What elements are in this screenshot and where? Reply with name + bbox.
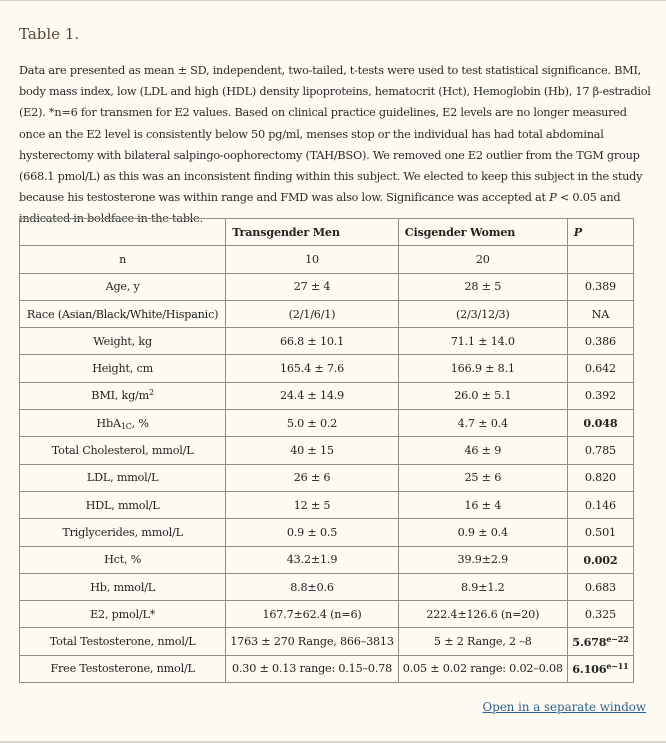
- p-value-text: 0.820: [584, 471, 616, 485]
- table-row: [20, 328, 634, 355]
- table-header-row: [20, 219, 634, 246]
- row-label-text: LDL, mmol/L: [86, 471, 159, 485]
- table-row: [20, 410, 634, 437]
- row-label-text: BMI, kg/m: [91, 389, 150, 403]
- p-value-text: 0.386: [584, 334, 616, 348]
- transgender-men-value: [226, 601, 399, 628]
- row-label: [20, 491, 226, 518]
- cisgender-women-value: [398, 300, 567, 327]
- cisgender-women-value-text: 16 ± 4: [464, 498, 502, 512]
- p-value: [567, 328, 633, 355]
- p-value: [567, 382, 633, 409]
- cisgender-women-value-text: (2/3/12/3): [455, 307, 510, 321]
- transgender-men-value-text: 5.0 ± 0.2: [286, 416, 338, 430]
- row-label-text: E2, pmol/L*: [90, 607, 156, 621]
- cisgender-women-value-text: 5 ± 2 Range, 2 –8: [433, 635, 532, 649]
- transgender-men-value-text: 12 ± 5: [293, 498, 331, 512]
- transgender-men-value: [226, 355, 399, 382]
- cisgender-women-value: [398, 437, 567, 464]
- transgender-men-value: [226, 573, 399, 600]
- cisgender-women-value: [398, 464, 567, 491]
- row-label-text: Total Cholesterol, mmol/L: [51, 444, 194, 458]
- p-value-text: 0.389: [584, 280, 616, 294]
- table-body: [20, 246, 634, 683]
- data-table: [19, 218, 634, 683]
- header-empty: [20, 219, 226, 246]
- row-label-text: Free Testosterone, nmol/L: [50, 662, 195, 676]
- transgender-men-value-text: 0.9 ± 0.5: [286, 525, 338, 539]
- row-label: [20, 628, 226, 655]
- p-value: [567, 491, 633, 518]
- transgender-men-value-text: 167.7±62.4 (n=6): [262, 607, 362, 621]
- caption-text: Data are presented as mean ± SD, independent, two-tailed, t-tests were used to test statistical significance. BMI, body mass index, low (LDL and high (HDL) density lipoproteins, hematocrit (Hct), Hemoglobin (Hb), 17 β-estradiol (E2). *n=6 for transmen for E2 values. Based on clinical practice guidelines, E2 levels are no longer measured once an the E2 level is consistently below 50 pg/ml, menses stop or the individual has had total abdominal hysterectomy with bilateral salpingo-oophorectomy (TAH/BSO). We removed one E2 outlier from the TGM group (668.1 pmol/L) as this was an inconsistent finding within this subject. We elected to keep this subject in the study because his testosterone was within range and FMD was also low. Significance was accepted at: [19, 64, 651, 205]
- cisgender-women-value-text: 222.4±126.6 (n=20): [426, 607, 540, 621]
- row-label-text: HDL, mmol/L: [85, 498, 160, 512]
- cisgender-women-value-text: 25 ± 6: [464, 471, 502, 485]
- row-label: [20, 601, 226, 628]
- transgender-men-value-text: 26 ± 6: [293, 471, 331, 485]
- row-label-text: n: [119, 252, 127, 266]
- cisgender-women-value: [398, 655, 567, 682]
- table-row: [20, 519, 634, 546]
- row-label: [20, 355, 226, 382]
- label-superscript: 2: [149, 388, 154, 398]
- table-row: [20, 655, 634, 682]
- row-label: [20, 655, 226, 682]
- p-value: [567, 464, 633, 491]
- cisgender-women-value: [398, 546, 567, 573]
- row-label: [20, 546, 226, 573]
- transgender-men-value-text: 24.4 ± 14.9: [279, 389, 345, 403]
- table-row: [20, 464, 634, 491]
- table-row: [20, 573, 634, 600]
- table-row: [20, 546, 634, 573]
- transgender-men-value: [226, 273, 399, 300]
- table-row: [20, 601, 634, 628]
- cisgender-women-value: [398, 491, 567, 518]
- table-row: [20, 246, 634, 273]
- p-value: [567, 300, 633, 327]
- p-value-text: 0.785: [584, 444, 616, 458]
- row-label: [20, 328, 226, 355]
- row-label-text: Hct, %: [104, 553, 142, 567]
- transgender-men-value: [226, 655, 399, 682]
- transgender-men-value: [226, 382, 399, 409]
- p-value-text: 0.002: [583, 552, 618, 567]
- label-subscript: 1C: [120, 421, 132, 431]
- row-label: [20, 573, 226, 600]
- transgender-men-value-text: 66.8 ± 10.1: [279, 334, 345, 348]
- row-label: [20, 410, 226, 437]
- row-label-text: Hb, mmol/L: [90, 580, 155, 594]
- p-value: [567, 628, 633, 655]
- p-value-text: 6.106: [572, 661, 607, 676]
- transgender-men-value-text: 43.2±1.9: [286, 553, 338, 567]
- transgender-men-value: [226, 519, 399, 546]
- cisgender-women-value-text: 39.9±2.9: [457, 553, 509, 567]
- label-suffix: , %: [131, 416, 149, 430]
- row-label-text: Total Testosterone, nmol/L: [49, 635, 196, 649]
- transgender-men-value-text: 8.8±0.6: [290, 580, 334, 594]
- row-label-text: HbA: [96, 416, 121, 430]
- table-row: [20, 491, 634, 518]
- table-row: [20, 300, 634, 327]
- row-label-text: Weight, kg: [93, 334, 152, 348]
- row-label-text: Height, cm: [92, 362, 154, 376]
- row-label-text: Triglycerides, mmol/L: [62, 525, 183, 539]
- transgender-men-value-text: 10: [305, 252, 319, 266]
- cisgender-women-value-text: 0.05 ± 0.02 range: 0.02–0.08: [402, 662, 563, 676]
- cisgender-women-value: [398, 355, 567, 382]
- p-value-text: 0.146: [584, 498, 616, 512]
- p-value-exponent: e−22: [606, 633, 629, 644]
- row-label: [20, 437, 226, 464]
- p-value: [567, 573, 633, 600]
- row-label: [20, 300, 226, 327]
- cisgender-women-value-text: 46 ± 9: [464, 444, 502, 458]
- cisgender-women-value-text: 26.0 ± 5.1: [454, 389, 512, 403]
- row-label: [20, 519, 226, 546]
- cisgender-women-value-text: 71.1 ± 14.0: [450, 334, 515, 348]
- transgender-men-value: [226, 546, 399, 573]
- transgender-men-value-text: 165.4 ± 7.6: [279, 362, 345, 376]
- transgender-men-value: [226, 328, 399, 355]
- table-row: [20, 628, 634, 655]
- p-value: [567, 546, 633, 573]
- cisgender-women-value-text: 4.7 ± 0.4: [457, 416, 508, 430]
- header-transgender-men: Transgender Men: [226, 219, 399, 246]
- cisgender-women-value: [398, 273, 567, 300]
- cisgender-women-value: [398, 573, 567, 600]
- row-label: [20, 246, 226, 273]
- table-row: [20, 273, 634, 300]
- p-value-exponent: e−11: [606, 660, 629, 671]
- p-value-text: NA: [591, 307, 610, 321]
- row-label-text: Age, y: [105, 280, 140, 294]
- p-value-text: 0.048: [583, 416, 618, 431]
- p-value: [567, 246, 633, 273]
- header-p-value: P: [567, 219, 633, 246]
- p-value-text: 0.683: [584, 580, 616, 594]
- p-value: [567, 519, 633, 546]
- open-separate-window-link[interactable]: Open in a separate window: [482, 700, 646, 714]
- p-value-text: 5.678: [572, 634, 607, 649]
- cisgender-women-value: [398, 519, 567, 546]
- cisgender-women-value-text: 8.9±1.2: [461, 580, 505, 594]
- transgender-men-value: [226, 410, 399, 437]
- p-value: [567, 355, 633, 382]
- p-value: [567, 410, 633, 437]
- transgender-men-value-text: 0.30 ± 0.13 range: 0.15–0.78: [232, 662, 393, 676]
- cisgender-women-value-text: 0.9 ± 0.4: [457, 525, 508, 539]
- row-label-text: Race (Asian/Black/White/Hispanic): [26, 307, 219, 321]
- transgender-men-value-text: 1763 ± 270 Range, 866–3813: [230, 635, 394, 649]
- table-title: Table 1.: [19, 25, 80, 43]
- cisgender-women-value: [398, 382, 567, 409]
- table-row: [20, 382, 634, 409]
- cisgender-women-value-text: 166.9 ± 8.1: [450, 362, 515, 376]
- p-value: [567, 273, 633, 300]
- p-value-text: 0.392: [584, 389, 616, 403]
- cisgender-women-value-text: 28 ± 5: [464, 280, 502, 294]
- transgender-men-value: [226, 628, 399, 655]
- cisgender-women-value: [398, 410, 567, 437]
- transgender-men-value-text: 27 ± 4: [293, 280, 331, 294]
- cisgender-women-value-text: 20: [475, 252, 490, 266]
- transgender-men-value: [226, 491, 399, 518]
- transgender-men-value: [226, 300, 399, 327]
- transgender-men-value: [226, 437, 399, 464]
- table-row: [20, 355, 634, 382]
- p-value-text: 0.501: [584, 525, 616, 539]
- cisgender-women-value: [398, 628, 567, 655]
- caption-text-end: < 0.05 and indicated in boldface in the table.: [19, 191, 621, 226]
- transgender-men-value: [226, 246, 399, 273]
- p-value-text: 0.642: [584, 362, 616, 376]
- row-label: [20, 382, 226, 409]
- p-value-text: 0.325: [584, 607, 616, 621]
- row-label: [20, 273, 226, 300]
- transgender-men-value-text: (2/1/6/1): [288, 307, 336, 321]
- cisgender-women-value: [398, 246, 567, 273]
- p-value: [567, 655, 633, 682]
- p-value: [567, 601, 633, 628]
- transgender-men-value: [226, 464, 399, 491]
- cisgender-women-value: [398, 328, 567, 355]
- cisgender-women-value: [398, 601, 567, 628]
- transgender-men-value-text: 40 ± 15: [290, 444, 334, 458]
- table-caption: [19, 60, 655, 230]
- p-value: [567, 437, 633, 464]
- caption-p-symbol: P: [549, 191, 557, 205]
- header-cisgender-women: Cisgender Women: [398, 219, 567, 246]
- table-row: [20, 437, 634, 464]
- row-label: [20, 464, 226, 491]
